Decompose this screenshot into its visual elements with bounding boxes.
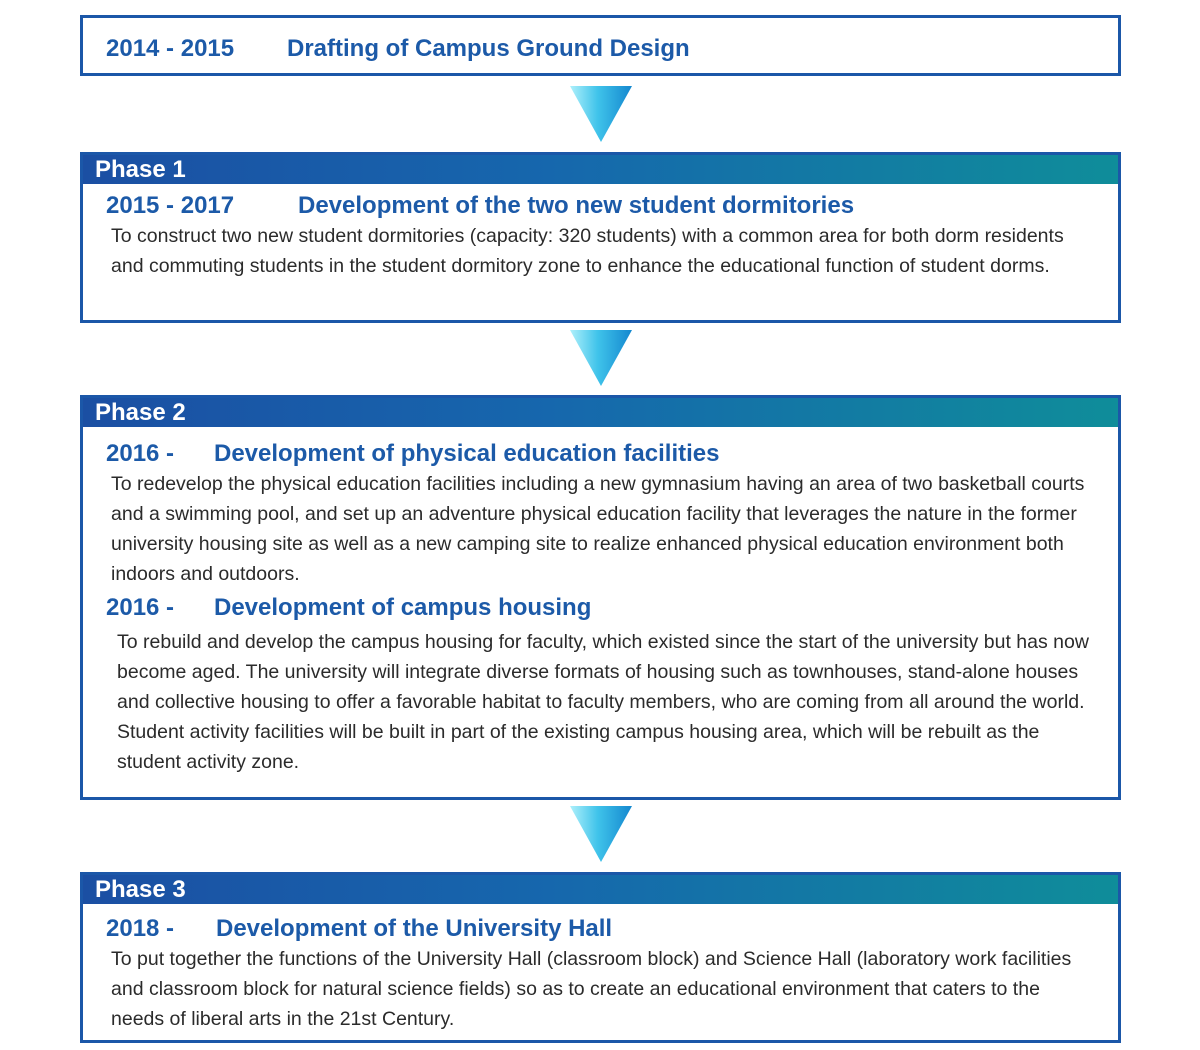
intro-box [80,15,1121,76]
phase-1-description: To construct two new student dormitories (capacity: 320 students) with a common area for both dorm residents and commuting students in the student dormitory zone to enhance the educational function of student dorms. [111,225,1064,277]
down-arrow-icon [570,330,632,386]
phase-2-pe-description: To redevelop the physical education facilities including a new gymnasium having an area of two basketball courts and a swimming pool, and set up an adventure physical education facility that leverages the nature in the former university housing site as well as a new camping site to realize enhanced physical education environment both indoors and outdoors. [111,473,1085,585]
phase-1-box [80,152,1121,323]
intro-year: 2014 - 2015 [106,35,235,62]
down-arrow-icon [570,806,632,862]
phase-1-title: Development of the two new student dormitories [298,192,855,219]
phase-2-heading-pe [83,439,1118,469]
phase-3-box [80,872,1121,1043]
phase-1-year: 2015 - 2017 [106,192,235,219]
phase-3-label: Phase 3 [83,875,1118,904]
down-arrow-icon [570,86,632,142]
phase-2-pe-title: Development of physical education facilities [214,440,720,467]
phase-1-label: Phase 1 [83,155,1118,184]
phase-2-box [80,395,1121,800]
phase-3-title: Development of the University Hall [216,915,613,942]
intro-title: Drafting of Campus Ground Design [287,35,690,62]
phase-3-year: 2018 - [106,915,175,942]
phase-3-heading [83,914,1118,944]
phase-2-pe-year: 2016 - [106,440,175,467]
phase-1-heading [83,191,1118,221]
intro-heading [83,34,690,64]
phase-2-housing-year: 2016 - [106,594,175,621]
phase-2-heading-housing [83,593,1118,623]
phase-2-housing-title: Development of campus housing [214,594,592,621]
phase-2-housing-description: To rebuild and develop the campus housing for faculty, which existed since the start of the university but has now become aged. The university will integrate diverse formats of housing such as townhouses, stand-alone houses and collective housing to offer a favorable habitat to faculty members, who are coming from all around the world. Student activity facilities will be built in part of the existing campus housing area, which will be rebuilt as the student activity zone. [117,631,1089,773]
phase-2-label: Phase 2 [83,398,1118,427]
phase-3-description: To put together the functions of the University Hall (classroom block) and Science Hall (laboratory work facilities and classroom block for natural science fields) so as to create an educational environment that caters to the needs of liberal arts in the 21st Century. [111,948,1072,1030]
